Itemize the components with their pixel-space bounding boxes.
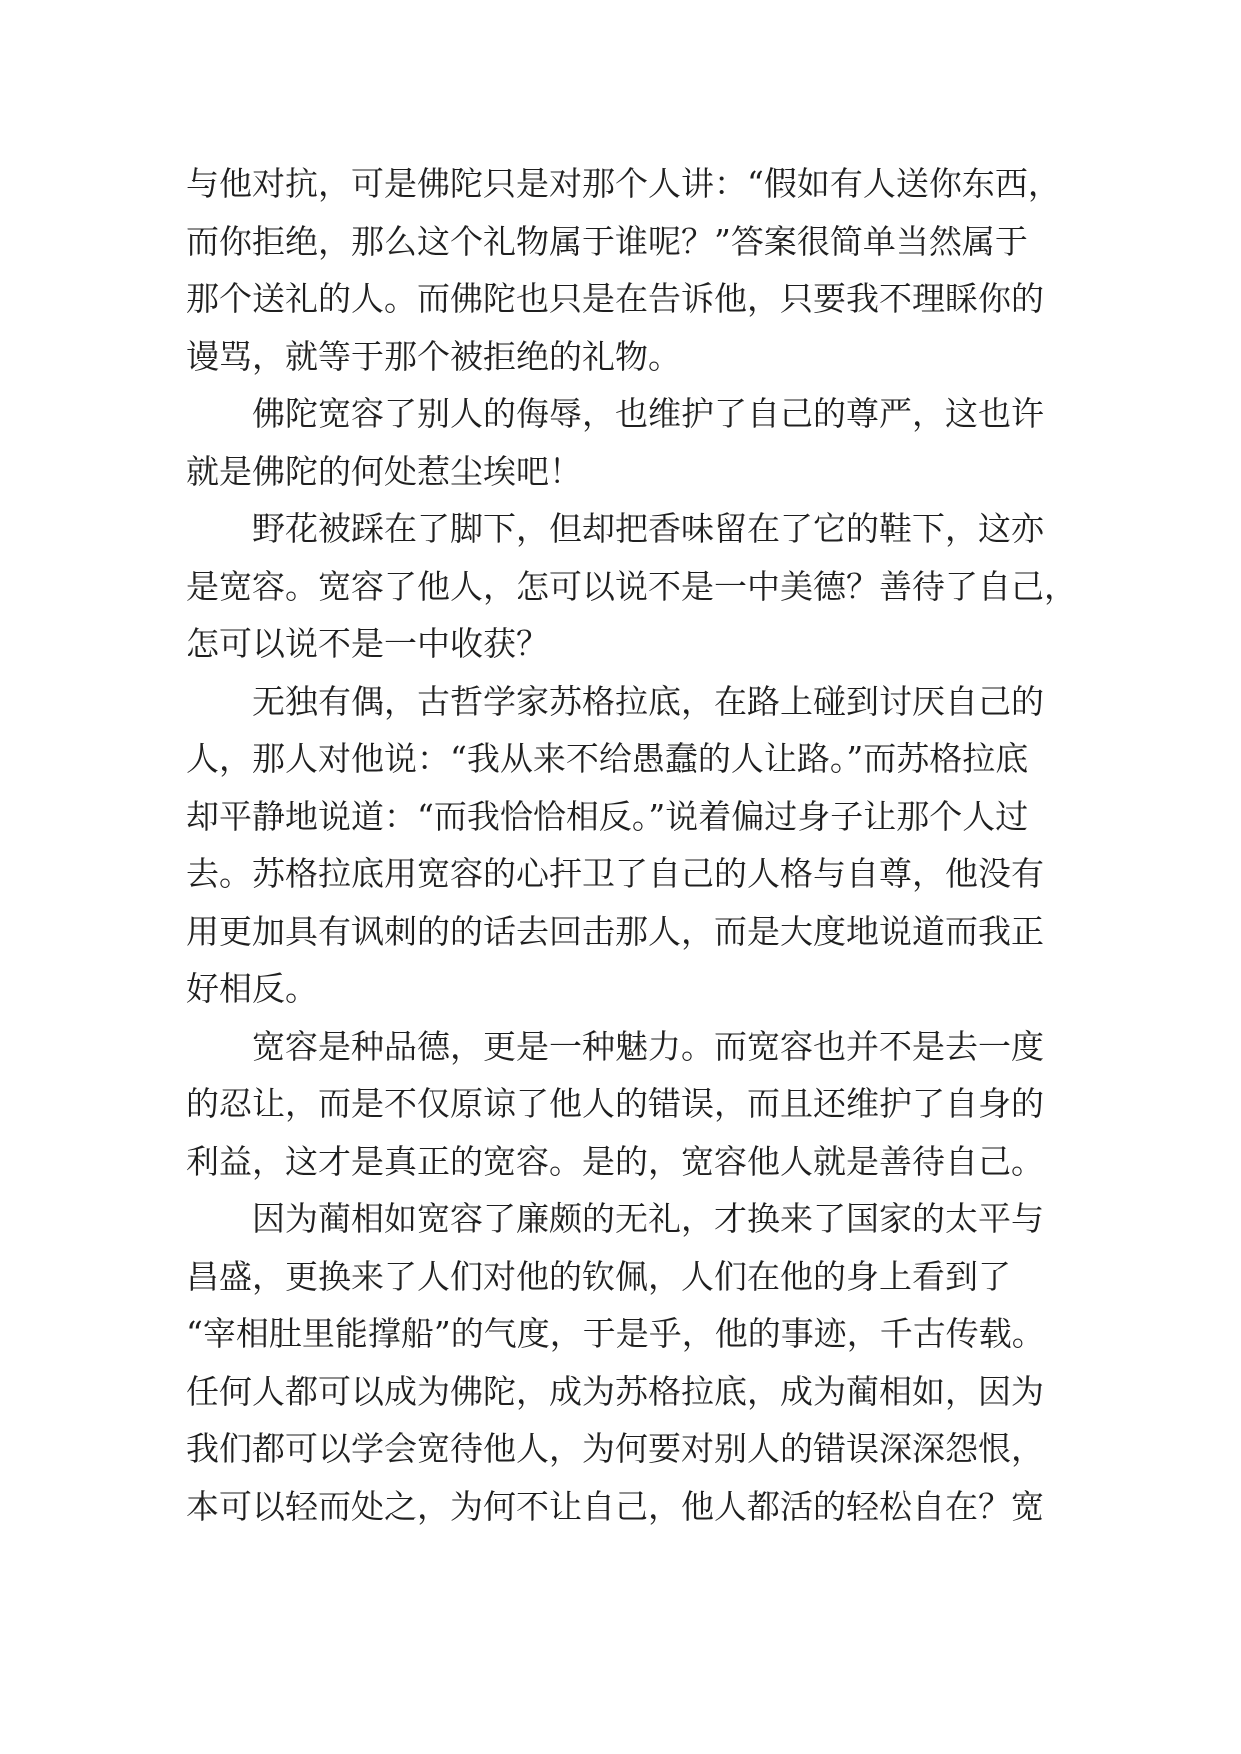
text-line: 本可以轻而处之，为何不让自己，他人都活的轻松自在？宽 (186, 1486, 1044, 1526)
text-line: 昌盛，更换来了人们对他的钦佩，人们在他的身上看到了 (186, 1256, 1011, 1296)
text-line: 的忍让，而是不仅原谅了他人的错误，而且还维护了自身的 (186, 1084, 1044, 1123)
paragraph-first-line: 佛陀宽容了别人的侮辱，也维护了自己的尊严，这也许 (252, 394, 1044, 433)
text-line: 是宽容。宽容了他人，怎可以说不是一中美德？善待了自己， (186, 566, 1077, 606)
text-line: 去。苏格拉底用宽容的心扞卫了自己的人格与自尊，他没有 (186, 854, 1044, 893)
paragraph-first-line: 无独有偶，古哲学家苏格拉底，在路上碰到讨厌自己的 (252, 681, 1044, 721)
text-line: 用更加具有讽刺的的话去回击那人，而是大度地说道而我正 (186, 911, 1044, 951)
text-line: 却平静地说道：“而我恰恰相反。”说着偏过身子让那个人过 (186, 796, 1029, 836)
text-line: 而你拒绝，那么这个礼物属于谁呢？”答案很简单当然属于 (186, 221, 1028, 261)
text-line: 好相反。 (186, 969, 318, 1008)
body-text (186, 155, 1077, 1535)
paragraph-first-line: 因为蔺相如宽容了廉颇的无礼，才换来了国家的太平与 (252, 1199, 1044, 1238)
text-line: “宰相肚里能撑船”的气度，于是乎，他的事迹，千古传载。 (186, 1314, 1045, 1353)
paragraph-first-line: 宽容是种品德，更是一种魅力。而宽容也并不是去一度 (252, 1026, 1044, 1066)
paragraph-first-line: 野花被踩在了脚下，但却把香味留在了它的鞋下，这亦 (252, 509, 1044, 548)
text-line: 就是佛陀的何处惹尘埃吧！ (186, 451, 582, 491)
text-line: 我们都可以学会宽待他人，为何要对别人的错误深深怨恨， (186, 1429, 1044, 1468)
text-line: 怎可以说不是一中收获？ (186, 624, 549, 663)
text-line: 任何人都可以成为佛陀，成为苏格拉底，成为蔺相如，因为 (186, 1371, 1044, 1411)
text-line: 人，那人对他说：“我从来不给愚蠢的人让路。”而苏格拉底 (186, 739, 1029, 778)
text-line: 利益，这才是真正的宽容。是的，宽容他人就是善待自己。 (186, 1141, 1044, 1181)
text-line: 与他对抗，可是佛陀只是对那个人讲：“假如有人送你东西， (186, 164, 1061, 203)
text-line: 那个送礼的人。而佛陀也只是在告诉他，只要我不理睬你的 (186, 279, 1044, 318)
text-line: 谩骂，就等于那个被拒绝的礼物。 (186, 336, 681, 376)
